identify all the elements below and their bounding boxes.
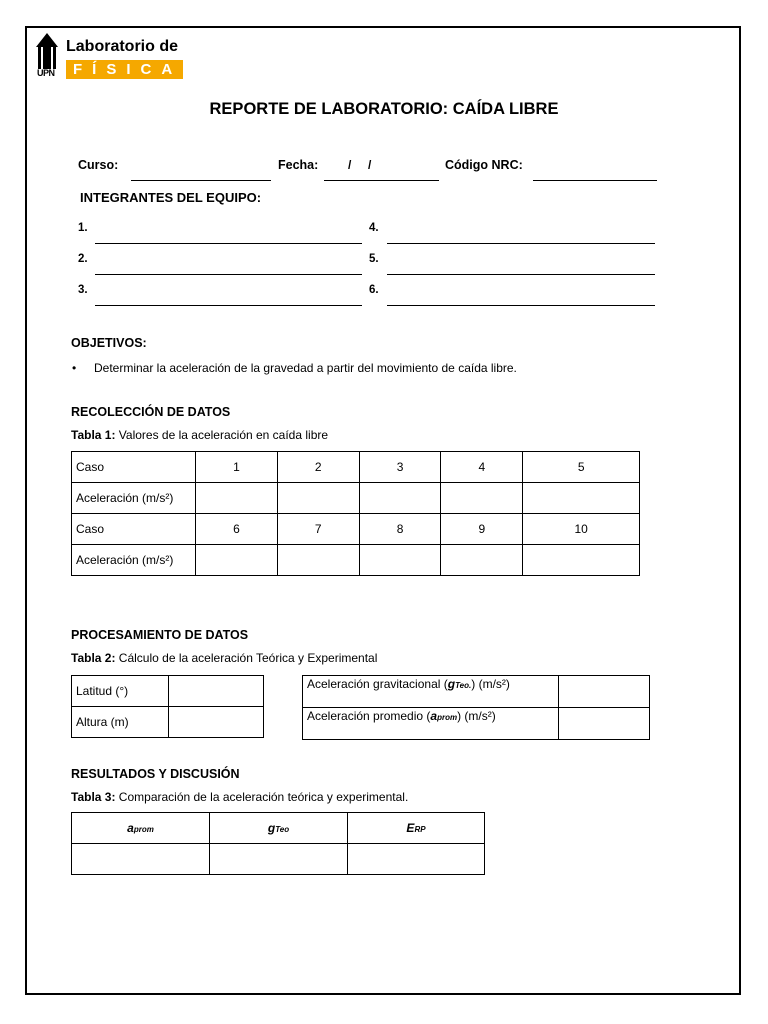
- fecha-label: Fecha:: [278, 158, 319, 172]
- team-member-3-field[interactable]: [95, 305, 362, 306]
- table-input-cell[interactable]: [210, 844, 348, 875]
- bullet-icon: •: [72, 361, 77, 375]
- table-cell: Latitud (°): [72, 676, 169, 707]
- table-input-cell[interactable]: [523, 545, 640, 576]
- table-cell: Aceleración promedio (aprom) (m/s²): [303, 708, 559, 740]
- table-cell: Aceleración gravitacional (gTeo.) (m/s²): [303, 676, 559, 708]
- table-row: [72, 483, 640, 514]
- table2-caption: Tabla 2: Cálculo de la aceleración Teórica y Experimental: [71, 651, 378, 665]
- table-input-cell[interactable]: [277, 483, 359, 514]
- table-cell: Aceleración (m/s²): [72, 545, 196, 576]
- table1-caption: Tabla 1: Valores de la aceleración en caída libre: [71, 428, 329, 442]
- table-header-aprom: aprom: [72, 813, 210, 844]
- table2-left: [71, 675, 264, 738]
- logo-subtitle: FÍSICA: [66, 60, 183, 79]
- table-row: [72, 707, 264, 738]
- table2-right: [302, 675, 650, 740]
- table-cell: 8: [359, 514, 441, 545]
- team-member-6-field[interactable]: [387, 305, 655, 306]
- table-input-cell[interactable]: [441, 483, 523, 514]
- table-row: [303, 676, 650, 708]
- table-row: [303, 708, 650, 740]
- table-input-cell[interactable]: [169, 707, 264, 738]
- table-row: [72, 514, 640, 545]
- table3: [71, 812, 485, 875]
- table-cell: 4: [441, 452, 523, 483]
- table-cell: 3: [359, 452, 441, 483]
- table-cell: Caso: [72, 452, 196, 483]
- team-number-3: 3.: [78, 284, 88, 296]
- table-cell: 5: [523, 452, 640, 483]
- table-input-cell[interactable]: [359, 545, 441, 576]
- table-cell: 6: [196, 514, 278, 545]
- table-input-cell[interactable]: [359, 483, 441, 514]
- team-number-2: 2.: [78, 253, 88, 265]
- table-cell: 1: [196, 452, 278, 483]
- team-number-4: 4.: [369, 222, 379, 234]
- table-row: [72, 813, 485, 844]
- table-row: [72, 452, 640, 483]
- table3-caption: Tabla 3: Comparación de la aceleración teórica y experimental.: [71, 790, 409, 804]
- table-input-cell[interactable]: [277, 545, 359, 576]
- table1: [71, 451, 640, 576]
- table-header-erp: ERP: [348, 813, 485, 844]
- team-member-5-field[interactable]: [387, 274, 655, 275]
- table-cell: 2: [277, 452, 359, 483]
- table-input-cell[interactable]: [196, 483, 278, 514]
- table-row: [72, 844, 485, 875]
- table-row: [72, 545, 640, 576]
- table-cell: 9: [441, 514, 523, 545]
- team-member-2-field[interactable]: [95, 274, 362, 275]
- table-input-cell[interactable]: [559, 708, 650, 740]
- table-cell: Caso: [72, 514, 196, 545]
- table-input-cell[interactable]: [348, 844, 485, 875]
- team-member-1-field[interactable]: [95, 243, 362, 244]
- nrc-label: Código NRC:: [445, 158, 523, 172]
- page-title: REPORTE DE LABORATORIO: CAÍDA LIBRE: [209, 100, 559, 118]
- table-input-cell[interactable]: [169, 676, 264, 707]
- objectives-heading: OBJETIVOS:: [71, 336, 147, 350]
- data-collection-heading: RECOLECCIÓN DE DATOS: [71, 405, 231, 419]
- table-input-cell[interactable]: [559, 676, 650, 708]
- team-number-5: 5.: [369, 253, 379, 265]
- table-cell: Altura (m): [72, 707, 169, 738]
- team-heading: INTEGRANTES DEL EQUIPO:: [80, 190, 262, 205]
- table-input-cell[interactable]: [72, 844, 210, 875]
- table-input-cell[interactable]: [523, 483, 640, 514]
- table-input-cell[interactable]: [196, 545, 278, 576]
- fecha-slashes: / /: [348, 158, 372, 172]
- table-cell: 10: [523, 514, 640, 545]
- team-number-6: 6.: [369, 284, 379, 296]
- table-row: [72, 676, 264, 707]
- table-cell: Aceleración (m/s²): [72, 483, 196, 514]
- processing-heading: PROCESAMIENTO DE DATOS: [71, 628, 249, 642]
- team-number-1: 1.: [78, 222, 88, 234]
- fecha-field[interactable]: [324, 180, 439, 181]
- objective-text: Determinar la aceleración de la gravedad a partir del movimiento de caída libre.: [94, 361, 517, 375]
- curso-label: Curso:: [78, 158, 119, 172]
- table-input-cell[interactable]: [441, 545, 523, 576]
- nrc-field[interactable]: [533, 180, 657, 181]
- logo-upn: UPN: [37, 68, 55, 78]
- results-heading: RESULTADOS Y DISCUSIÓN: [71, 767, 240, 781]
- curso-field[interactable]: [131, 180, 271, 181]
- table-header-gteo: gTeo: [210, 813, 348, 844]
- team-member-4-field[interactable]: [387, 243, 655, 244]
- table-cell: 7: [277, 514, 359, 545]
- logo-title: Laboratorio de: [66, 38, 179, 55]
